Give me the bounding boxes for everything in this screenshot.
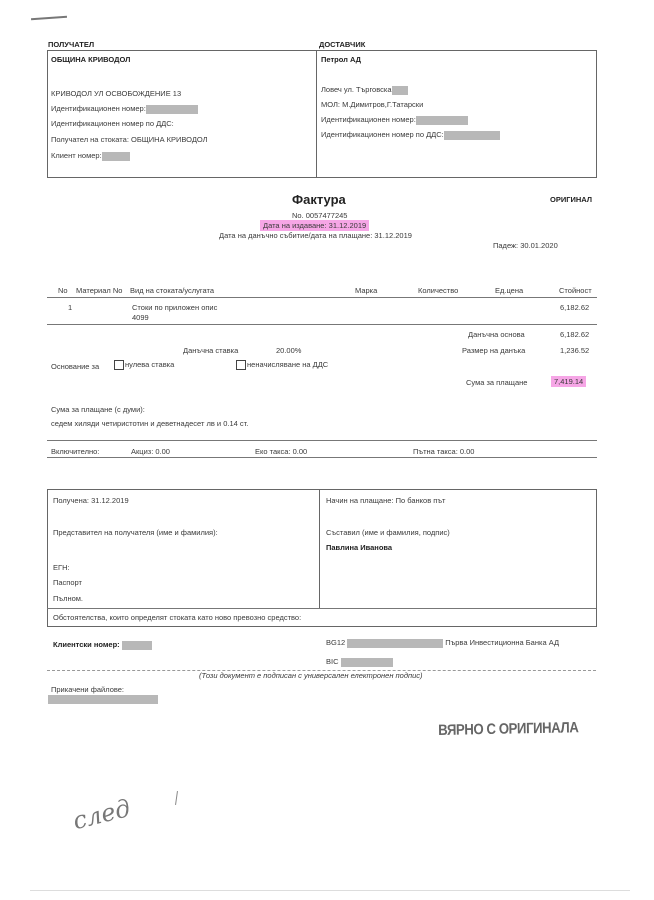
signature-note: (Този документ е подписан с универсален електронен подпис) bbox=[199, 671, 423, 680]
no-vat-checkbox[interactable] bbox=[236, 360, 246, 370]
bic-line: BIC bbox=[326, 657, 393, 667]
recipient-name: ОБЩИНА КРИВОДОЛ bbox=[51, 55, 131, 64]
col-goods: Вид на стоката/услугата bbox=[130, 286, 215, 295]
supplier-name: Петрол АД bbox=[321, 55, 361, 64]
amount-in-words: седем хиляди четиристотин и деветнадесет лв и 0.14 ст. bbox=[51, 419, 249, 428]
redaction bbox=[341, 658, 393, 667]
supplier-box bbox=[316, 50, 597, 178]
issue-date: Дата на издаване: 31.12.2019 bbox=[260, 221, 369, 230]
compiled-by-label: Съставил (име и фамилия, подпис) bbox=[326, 528, 450, 537]
eco-tax: Еко такса: 0.00 bbox=[255, 447, 308, 456]
tax-base: 6,182.62 bbox=[560, 330, 590, 339]
redaction bbox=[416, 116, 468, 125]
total-label: Сума за плащане bbox=[466, 378, 528, 387]
handwritten-note: след bbox=[70, 793, 134, 836]
row-no: 1 bbox=[68, 303, 73, 312]
client-number: Клиентски номер: bbox=[53, 640, 152, 650]
zero-rate-option[interactable]: нулева ставка bbox=[114, 360, 174, 370]
invoice-title: Фактура bbox=[292, 192, 346, 207]
fees-bottom-rule bbox=[47, 457, 597, 458]
fees-top-rule bbox=[47, 440, 597, 441]
table-header-rule bbox=[47, 297, 597, 298]
copy-label: ОРИГИНАЛ bbox=[550, 195, 593, 204]
redaction bbox=[392, 86, 408, 95]
col-unit-price: Ед.цена bbox=[495, 286, 524, 295]
recipient-client: Клиент номер: bbox=[51, 151, 130, 161]
fees-included: Включително: bbox=[51, 447, 100, 456]
page-bottom-edge bbox=[30, 890, 630, 891]
receipt-inner-rule bbox=[47, 608, 596, 609]
tax-event-date: Дата на данъчно събитие/дата на плащане: 31.12.2019 bbox=[219, 231, 412, 240]
col-brand: Марка bbox=[355, 286, 378, 295]
pen-stroke bbox=[175, 791, 178, 805]
tax-amount: 1,236.52 bbox=[560, 346, 590, 355]
col-qty: Количество bbox=[418, 286, 459, 295]
tax-base-label: Данъчна основа bbox=[468, 330, 525, 339]
payment-method: Начин на плащане: По банков път bbox=[326, 496, 446, 505]
attachments-redaction bbox=[48, 695, 158, 704]
proxy-label: Пълном. bbox=[53, 594, 84, 603]
supplier-heading: ДОСТАВЧИК bbox=[319, 40, 366, 49]
recipient-vat: Идентификационен номер по ДДС: bbox=[51, 119, 174, 128]
col-value: Стойност bbox=[559, 286, 592, 295]
supplier-address: Ловеч ул. Търговска bbox=[321, 85, 408, 95]
compiler-name: Павлина Иванова bbox=[326, 543, 393, 552]
passport-label: Паспорт bbox=[53, 578, 82, 587]
col-material: Материал No bbox=[76, 286, 123, 295]
circumstances-label: Обстоятелства, които определят стоката като ново превозно средство: bbox=[53, 613, 302, 622]
supplier-mol: МОЛ: М.Димитров,Г.Татарски bbox=[321, 100, 424, 109]
invoice-number: No. 0057477245 bbox=[292, 211, 348, 220]
row-goods-sub: 4099 bbox=[132, 313, 149, 322]
basis-label: Основание за bbox=[51, 362, 100, 371]
redaction bbox=[102, 152, 130, 161]
tax-rate: 20.00% bbox=[276, 346, 302, 355]
redaction bbox=[347, 639, 443, 648]
attachments-label: Прикачени файлове: bbox=[51, 685, 125, 694]
receipt-divider bbox=[319, 489, 320, 608]
words-label: Сума за плащане (с думи): bbox=[51, 405, 145, 414]
representative-label: Представител на получателя (име и фамилия): bbox=[53, 528, 218, 537]
due-date: Падеж: 30.01.2020 bbox=[493, 241, 558, 250]
table-bottom-rule bbox=[47, 324, 597, 325]
total-amount: 7,419.14 bbox=[551, 377, 586, 386]
pen-mark bbox=[31, 16, 67, 21]
recipient-id: Идентификационен номер: bbox=[51, 104, 198, 114]
supplier-vat: Идентификационен номер по ДДС: bbox=[321, 130, 500, 140]
supplier-id: Идентификационен номер: bbox=[321, 115, 468, 125]
col-no: No bbox=[58, 286, 68, 295]
tax-amount-label: Размер на данъка bbox=[462, 346, 526, 355]
no-vat-option[interactable]: неначисляване на ДДС bbox=[236, 360, 328, 370]
receipt-box bbox=[47, 489, 597, 627]
redaction bbox=[444, 131, 500, 140]
received-date: Получена: 31.12.2019 bbox=[53, 496, 129, 505]
row-goods: Стоки по приложен опис bbox=[132, 303, 218, 312]
iban-line: BG12 Първа Инвестиционна Банка АД bbox=[326, 638, 560, 647]
egn-label: ЕГН: bbox=[53, 563, 70, 572]
road-tax: Пътна такса: 0.00 bbox=[413, 447, 475, 456]
tax-rate-label: Данъчна ставка bbox=[183, 346, 239, 355]
redaction bbox=[122, 641, 152, 650]
row-value: 6,182.62 bbox=[560, 303, 590, 312]
redaction bbox=[146, 105, 198, 114]
excise: Акциз: 0.00 bbox=[131, 447, 170, 456]
recipient-heading: ПОЛУЧАТЕЛ bbox=[48, 40, 95, 49]
goods-recipient: Получател на стоката: ОБЩИНА КРИВОДОЛ bbox=[51, 135, 208, 144]
zero-rate-checkbox[interactable] bbox=[114, 360, 124, 370]
certified-stamp: ВЯРНО С ОРИГИНАЛА bbox=[438, 719, 579, 739]
recipient-address: КРИВОДОЛ УЛ ОСВОБОЖДЕНИЕ 13 bbox=[51, 89, 182, 98]
